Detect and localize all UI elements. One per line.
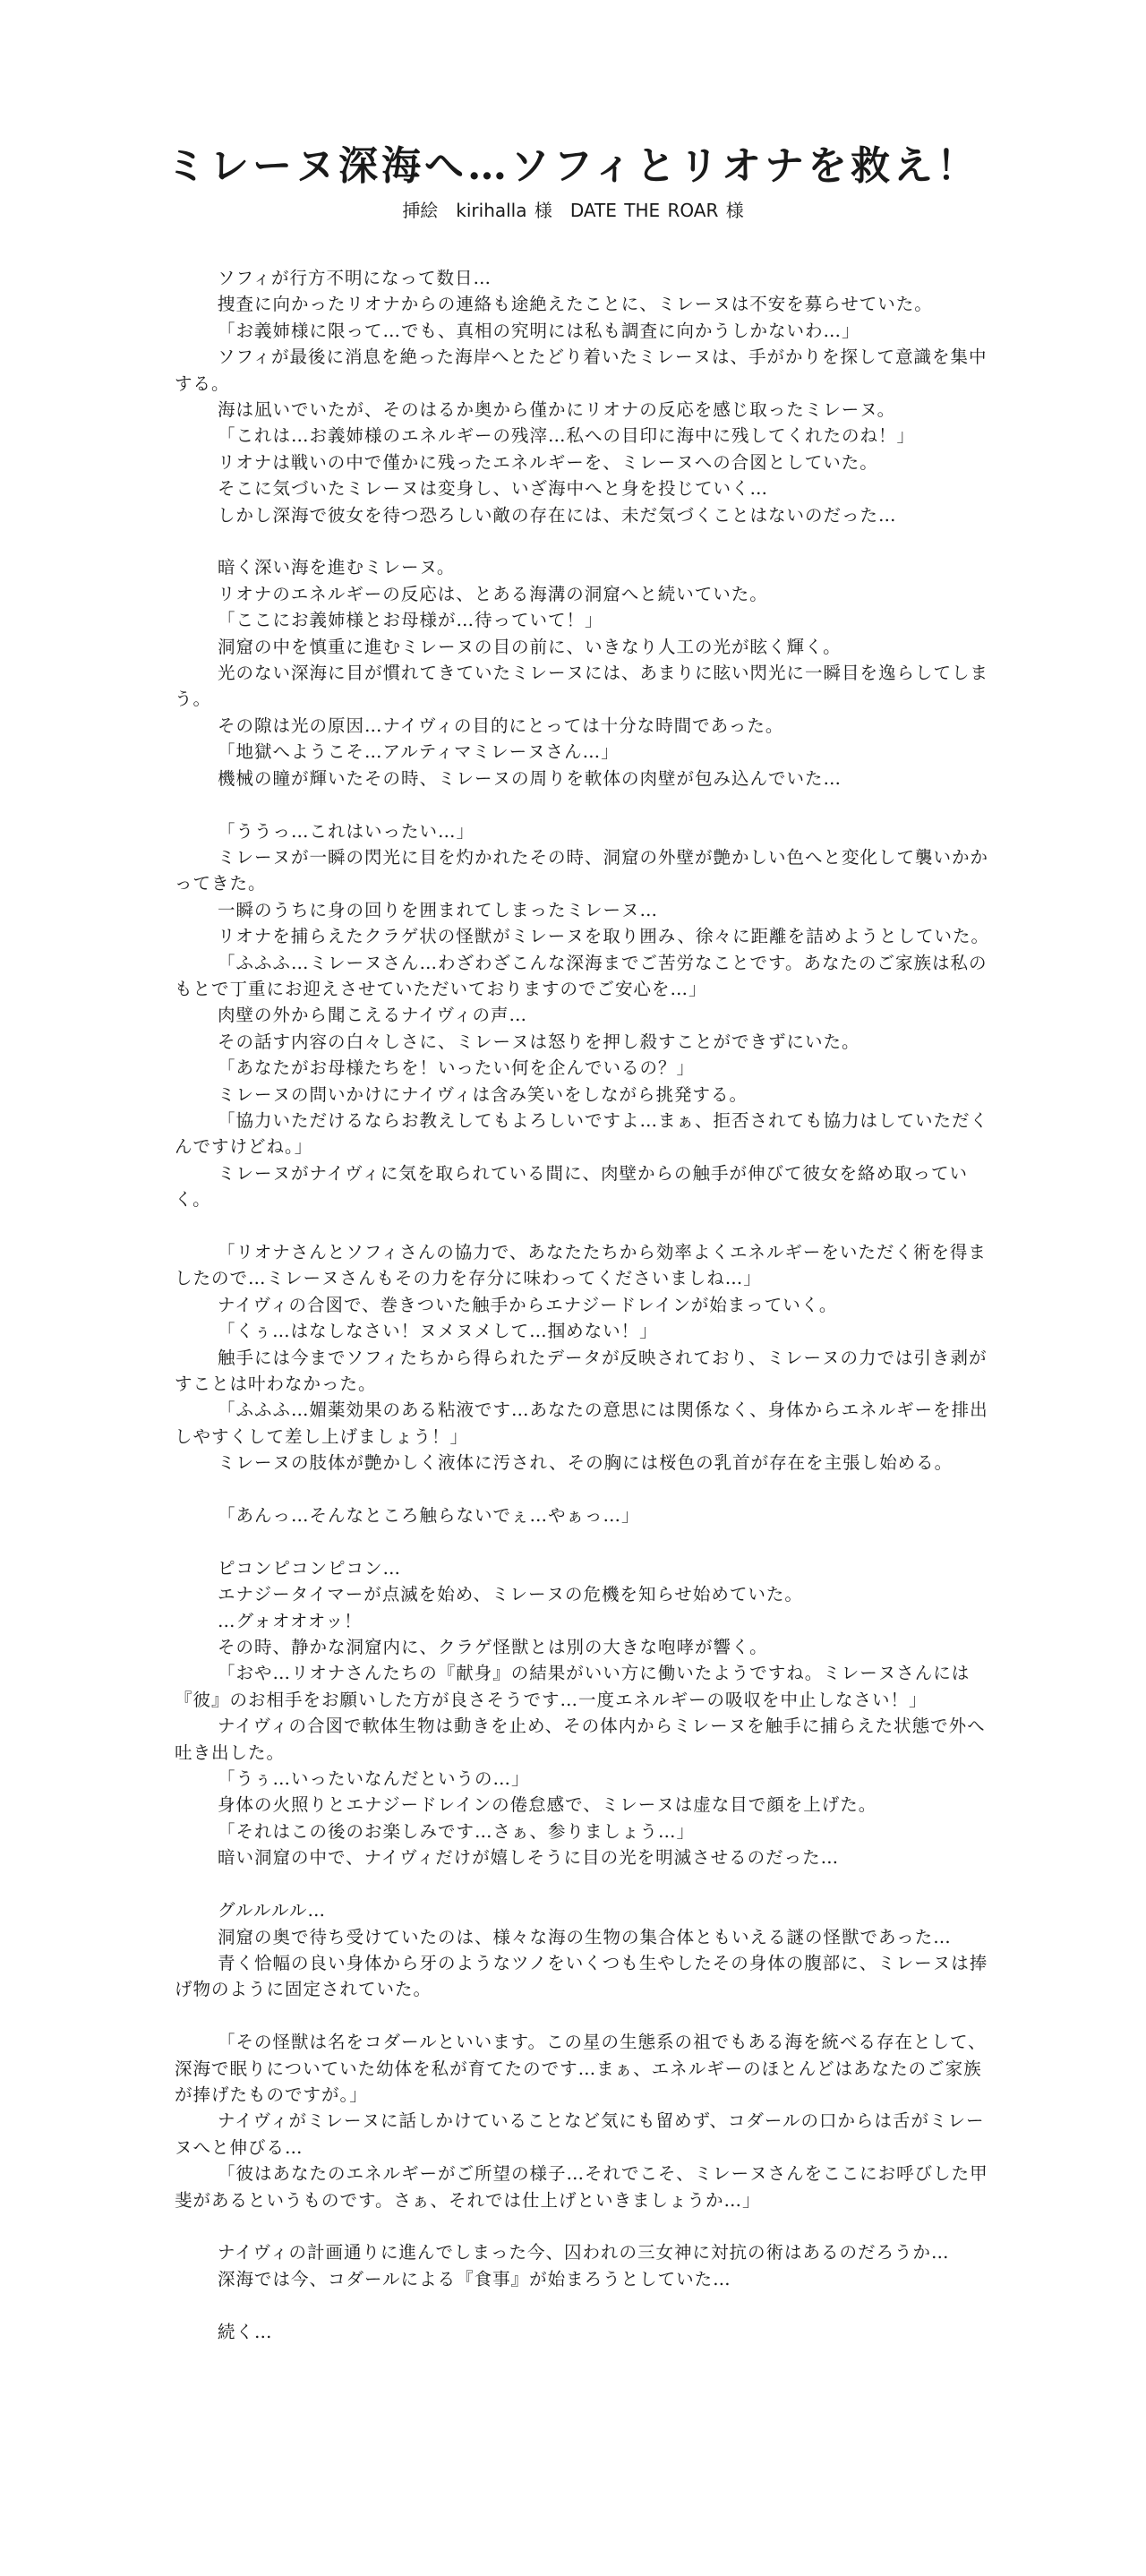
story-paragraph: 「その怪獣は名をコダールといいます。この星の生態系の祖でもある海を統べる存在として、深海で眠りについていた幼体を私が育てたのです…まぁ、エネルギーのほとんどはあなたのご家族が捧げたものですが。」 [175,2032,987,2105]
story-paragraph: 光のない深海に目が慣れてきていたミレーヌには、あまりに眩い閃光に一瞬目を逸らしてしまう。 [175,663,989,710]
story-paragraph: 「あなたがお母様たちを！いったい何を企んでいるの？」 [218,1057,696,1079]
story-paragraph: ナイヴィの合図で軟体生物は動きを止め、その体内からミレーヌを触手に捕らえた状態で外へ吐き出した。 [175,1716,986,1763]
story-paragraph: 「ふふふ…媚薬効果のある粘液です…あなたの意思には関係なく、身体からエネルギーを排出しやすくして差し上げましょう！」 [175,1399,988,1447]
story-paragraph: 「くぅ…はなしなさい！ヌメヌメして…掴めない！」 [218,1321,658,1342]
story-paragraph: 「ふふふ…ミレーヌさん…わざわざこんな深海までご苦労なことです。あなたのご家族は私のもとで丁重にお迎えさせていただいておりますのでご安心を…」 [175,952,988,999]
story-paragraph: エナジータイマーが点滅を始め、ミレーヌの危機を知らせ始めていた。 [218,1584,803,1605]
story-paragraph: 「それはこの後のお楽しみです…さぁ、参りましょう…」 [218,1820,696,1842]
story-body [175,265,989,2345]
story-paragraph: 「協力いただけるならお教えしてもよろしいですよ…まぁ、拒否されても協力はしていただくんですけどね。」 [175,1109,989,1158]
story-paragraph: 青く恰幅の良い身体から牙のようなツノをいくつも生やしたその身体の腹部に、ミレーヌは捧げ物のように固定されていた。 [175,1952,988,2000]
section-break [175,792,989,817]
story-paragraph: ナイヴィがミレーヌに話しかけていることなど気にも留めず、コダールの口からは舌がミレーヌへと伸びる… [175,2110,985,2158]
story-title: ミレーヌ深海へ…ソフィとリオナを救え！ [166,143,980,189]
story-paragraph: ソフィが最後に消息を絶った海岸へとたどり着いたミレーヌは、手がかりを探して意識を集中する。 [175,347,988,394]
section-break [175,2213,989,2239]
story-paragraph: ナイヴィの計画通りに進んでしまった今、囚われの三女神に対抗の術はあるのだろうか… [218,2242,950,2264]
story-paragraph: 「ここにお義姉様とお母様が…待っていて！」 [218,610,603,631]
story-paragraph: リオナは戦いの中で僅かに残ったエネルギーを、ミレーヌへの合図としていた。 [218,451,878,473]
section-break [175,1528,989,1554]
story-paragraph: ミレーヌの肢体が艶かしく液体に汚され、その胸には桜色の乳首が存在を主張し始める。 [218,1452,954,1474]
story-paragraph: ピコンピコンピコン… [218,1557,402,1579]
story-paragraph: 「おや…リオナさんたちの『献身』の結果がいい方に働いたようですね。ミレーヌさんには『彼』のお相手をお願いした方が良さそうです…一度エネルギーの吸収を中止しなさい！」 [175,1663,971,1710]
story-paragraph: 捜査に向かったリオナからの連絡も途絶えたことに、ミレーヌは不安を募らせていた。 [218,294,933,315]
story-paragraph: 「地獄へようこそ…アルティマミレーヌさん…」 [218,741,620,763]
story-paragraph: ミレーヌがナイヴィに気を取られている間に、肉壁からの触手が伸びて彼女を絡め取っていく。 [175,1162,968,1211]
story-paragraph: 「ううっ…これはいったい…」 [218,820,475,842]
story-paragraph: リオナを捕らえたクラゲ状の怪獣がミレーヌを取り囲み、徐々に距離を詰めようとしていた。 [218,926,989,947]
section-break [175,1213,989,1239]
section-break [175,2292,989,2318]
story-paragraph: ソフィが行方不明になって数日… [218,268,492,288]
story-paragraph: グルルルル… [218,1900,326,1921]
story-paragraph: 肉壁の外から聞こえるナイヴィの声… [218,1005,527,1026]
story-paragraph: 「うぅ…いったいなんだというの…」 [218,1768,530,1790]
story-paragraph: リオナのエネルギーの反応は、とある海溝の洞窟へと続いていた。 [218,583,768,604]
story-paragraph: 洞窟の奥で待ち受けていたのは、様々な海の生物の集合体ともいえる謎の怪獣であった… [218,1926,952,1947]
story-paragraph: 洞窟の中を慎重に進むミレーヌの目の前に、いきなり人工の光が眩く輝く。 [218,636,842,657]
story-paragraph: その時、静かな洞窟内に、クラゲ怪獣とは別の大きな咆哮が響く。 [218,1637,768,1658]
story-paragraph: 「彼はあなたのエネルギーがご所望の様子…それでこそ、ミレーヌさんをここにお呼びした甲斐があるというものです。さぁ、それでは仕上げといきましょうか…」 [175,2163,988,2211]
section-break [175,1476,989,1502]
story-paragraph: 一瞬のうちに身の回りを囲まれてしまったミレーヌ… [218,899,659,920]
story-paragraph: 暗く深い海を進むミレーヌ。 [218,557,456,578]
story-paragraph: 「リオナさんとソフィさんの協力で、あなたたちから効率よくエネルギーをいただく術を得ましたので…ミレーヌさんもその力を存分に味わってくださいましね…」 [175,1241,987,1289]
section-break [175,2003,989,2029]
story-paragraph: 暗い洞窟の中で、ナイヴィだけが嬉しそうに目の光を明滅させるのだった… [218,1847,840,1869]
story-paragraph: 続く… [218,2321,273,2342]
story-paragraph: 「お義姉様に限って…でも、真相の究明には私も調査に向かうしかないわ…」 [218,320,860,341]
story-paragraph: 機械の瞳が輝いたその時、ミレーヌの周りを軟体の肉壁が包み込んでいた… [218,767,842,789]
story-paragraph: その話す内容の白々しさに、ミレーヌは怒りを押し殺すことができずにいた。 [218,1031,860,1052]
story-paragraph: 「これは…お義姉様のエネルギーの残滓…私への目印に海中に残してくれたのね！」 [218,425,916,447]
story-paragraph: …グォオオオッ！ [218,1610,363,1631]
section-break [175,528,989,554]
story-paragraph: そこに気づいたミレーヌは変身し、いざ海中へと身を投じていく… [218,478,769,500]
story-paragraph: 「あんっ…そんなところ触らないでぇ…やぁっ…」 [218,1505,640,1527]
story-paragraph: 深海では今、コダールによる『食事』が始まろうとしていた… [218,2268,731,2289]
story-paragraph: その隙は光の原因…ナイヴィの目的にとっては十分な時間であった。 [218,715,784,736]
story-paragraph: しかし深海で彼女を待つ恐ろしい敵の存在には、未だ気づくことはないのだった… [218,504,897,526]
story-paragraph: 身体の火照りとエナジードレインの倦怠感で、ミレーヌは虚な目で顔を上げた。 [218,1794,877,1816]
story-paragraph: 触手には今までソフィたちから得られたデータが反映されており、ミレーヌの力では引き剥がすことは叶わなかった。 [175,1347,988,1395]
story-paragraph: ミレーヌの問いかけにナイヴィは含み笑いをしながら挑発する。 [218,1083,748,1105]
section-break [175,1871,989,1897]
illustration-credit: 挿絵 kirihalla 様 DATE THE ROAR 様 [402,200,744,221]
story-paragraph: 海は凪いでいたが、そのはるか奥から僅かにリオナの反応を感じ取ったミレーヌ。 [218,399,896,421]
story-paragraph: ナイヴィの合図で、巻きついた触手からエナジードレインが始まっていく。 [218,1294,838,1315]
story-paragraph: ミレーヌが一瞬の閃光に目を灼かれたその時、洞窟の外壁が艶かしい色へと変化して襲いかかってきた。 [175,846,989,894]
